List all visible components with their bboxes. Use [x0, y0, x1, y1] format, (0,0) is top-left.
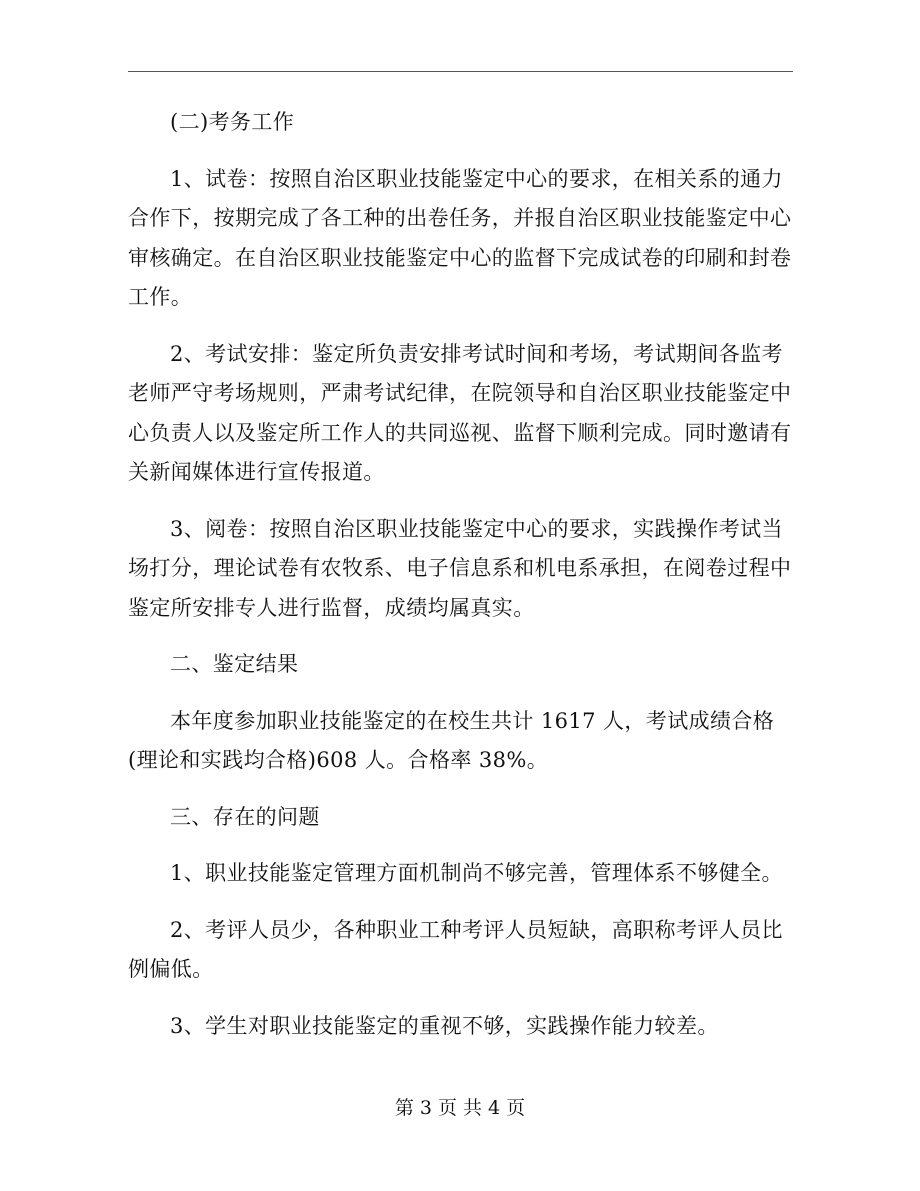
- paragraph-exam-arrangement: 2、考试安排：鉴定所负责安排考试时间和考场，考试期间各监考老师严守考场规则，严肃考试纪律，在院领导和自治区职业技能鉴定中心负责人以及鉴定所工作人的共同巡视、监督下顺利完成。同时邀请有关新闻媒体进行宣传报道。: [128, 341, 792, 484]
- section-heading-exam-affairs: (二)考务工作: [170, 110, 295, 134]
- section-heading-results: 二、鉴定结果: [170, 652, 299, 676]
- paragraph-results: 本年度参加职业技能鉴定的在校生共计 1617 人，考试成绩合格(理论和实践均合格)608 人。合格率 38%。: [128, 708, 775, 772]
- paragraph-problem-2: 2、考评人员少，各种职业工种考评人员短缺，高职称考评人员比例偏低。: [128, 917, 783, 981]
- header-rule: [128, 71, 793, 72]
- paragraph-marking: 3、阅卷：按照自治区职业技能鉴定中心的要求，实践操作考试当场打分，理论试卷有农牧系、电子信息系和机电系承担，在阅卷过程中鉴定所安排专人进行监督，成绩均属真实。: [128, 516, 792, 620]
- paragraph-problem-3: 3、学生对职业技能鉴定的重视不够，实践操作能力较差。: [170, 1013, 719, 1038]
- paragraph-exam-papers: 1、试卷：按照自治区职业技能鉴定中心的要求，在相关系的通力合作下，按期完成了各工种的出卷任务，并报自治区职业技能鉴定中心审核确定。在自治区职业技能鉴定中心的监督下完成试卷的印刷和封卷工作。: [128, 166, 792, 309]
- document-body: [128, 103, 796, 1063]
- paragraph-problem-1: 1、职业技能鉴定管理方面机制尚不够完善，管理体系不够健全。: [170, 861, 783, 885]
- section-heading-problems: 三、存在的问题: [170, 804, 320, 829]
- page-number-footer: 第 3 页 共 4 页: [394, 1097, 526, 1119]
